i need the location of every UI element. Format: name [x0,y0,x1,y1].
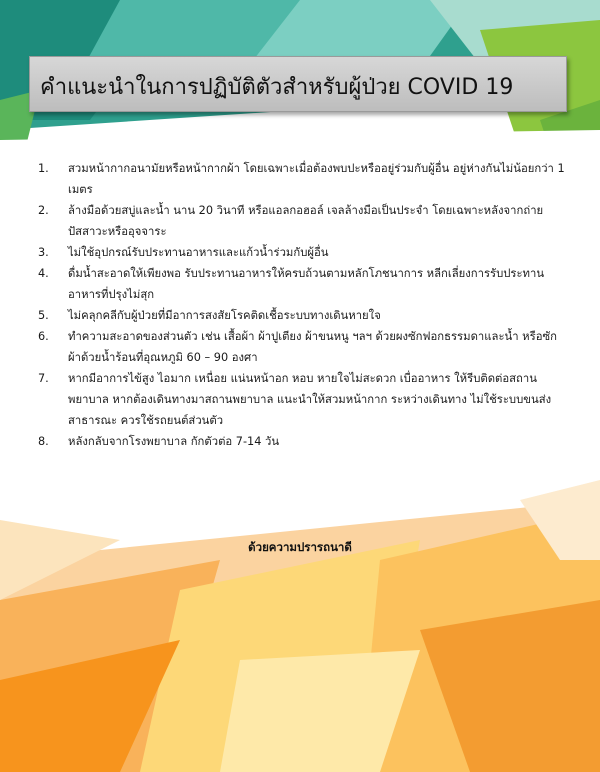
item-text: หลังกลับจากโรงพยาบาล กักตัวต่อ 7-14 วัน [68,435,280,448]
item-number: 6. [38,330,49,343]
advice-list [38,158,566,452]
list-item [38,368,566,431]
item-number: 5. [38,309,49,322]
item-number: 4. [38,267,49,280]
item-number: 2. [38,204,49,217]
item-text: ไม่คลุกคลีกับผู้ป่วยที่มีอาการสงสัยโรคติดเชื้อระบบทางเดินหายใจ [68,309,381,322]
item-text: ดื่มน้ำสะอาดให้เพียงพอ รับประทานอาหารให้ครบถ้วนตามหลักโภชนาการ หลีกเลี่ยงการรับประทานอาหารที่ปรุงไม่สุก [68,267,545,301]
item-text: หากมีอาการไข้สูง ไอมาก เหนื่อย แน่นหน้าอก หอบ หายใจไม่สะดวก เบื่ออาหาร ให้รีบติดต่อสถานพยาบาล หากต้องเดินทางมาสถานพยาบาล แนะนำให้สวมหน้ากาก ระหว่างเดินทาง ไม่ใช้ระบบขนส่งสาธารณะ ควรใช้รถยนต์ส่วนตัว [68,372,552,427]
item-number: 8. [38,435,49,448]
page-title: คำแนะนำในการปฏิบัติตัวสำหรับผู้ป่วย COVID 19 [40,75,514,100]
item-text: ล้างมือด้วยสบู่และน้ำ นาน 20 วินาที หรือแอลกอฮอล์ เจลล้างมือเป็นประจำ โดยเฉพาะหลังจากถ่ายปัสสาวะหรืออุจจาระ [68,204,544,238]
list-item [38,242,566,263]
item-text: สวมหน้ากากอนามัยหรือหน้ากากผ้า โดยเฉพาะเมื่อต้องพบปะหรืออยู่ร่วมกับผู้อื่น อยู่ห่างกันไม่น้อยกว่า 1 เมตร [68,162,565,196]
item-text: ไม่ใช้อุปกรณ์รับประทานอาหารและแก้วน้ำร่วมกับผู้อื่น [68,246,329,259]
title-box [29,56,567,112]
item-number: 7. [38,372,49,385]
closing-text: ด้วยความปรารถนาดี [248,540,352,554]
list-item [38,305,566,326]
list-item [38,263,566,305]
list-item [38,158,566,200]
list-item [38,431,566,452]
list-item [38,326,566,368]
item-text: ทำความสะอาดของส่วนตัว เช่น เสื้อผ้า ผ้าปูเตียง ผ้าขนหนู ฯลฯ ด้วยผงซักฟอกธรรมดาและน้ำ หรือซักผ้าด้วยน้ำร้อนที่อุณหภูมิ 60 – 90 องศา [68,330,557,364]
item-number: 1. [38,162,49,175]
item-number: 3. [38,246,49,259]
list-item [38,200,566,242]
